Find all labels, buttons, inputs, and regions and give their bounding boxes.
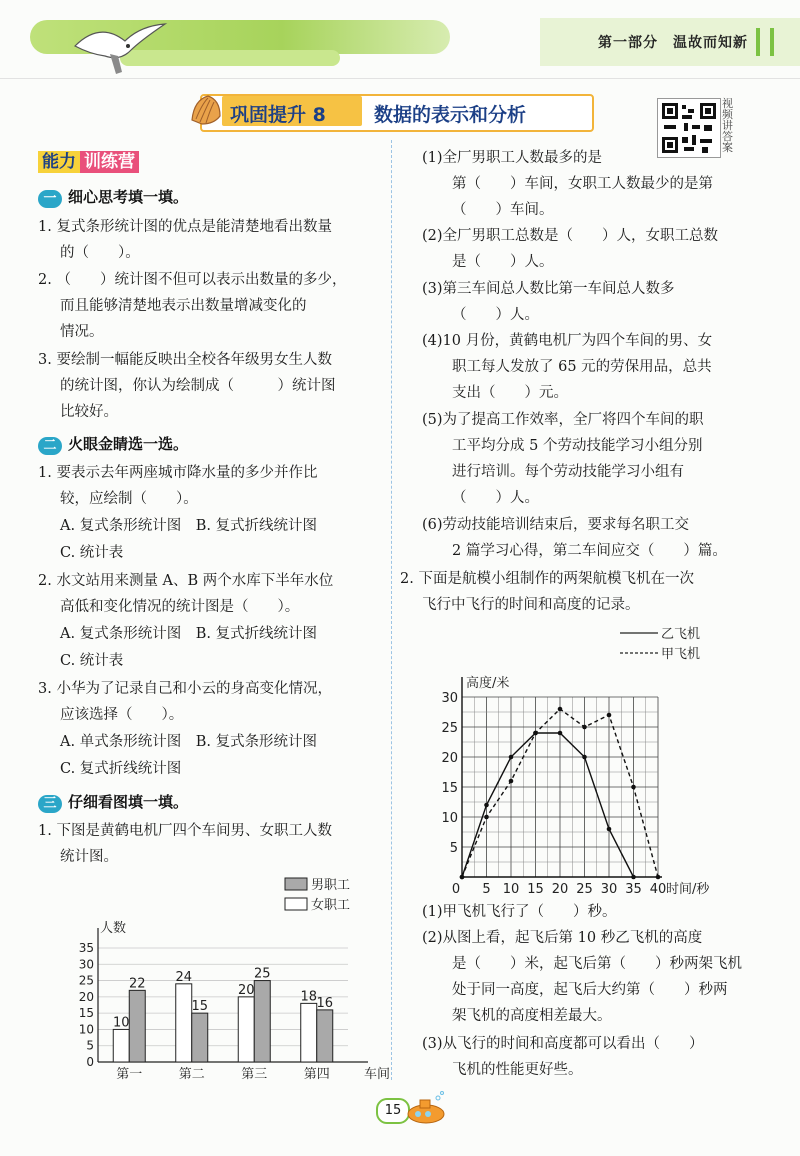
question-line: (3)从飞行的时间和高度都可以看出（ ）: [422, 1036, 704, 1052]
data-point: [509, 755, 514, 760]
choice-line: C. 统计表: [60, 653, 124, 669]
legend-label: 女职工: [311, 898, 351, 913]
header-divider: [0, 78, 800, 79]
y-tick-label: 0: [86, 1055, 94, 1069]
data-point: [509, 779, 514, 784]
bar-value-label: 20: [237, 982, 255, 998]
question-line: (6)劳动技能培训结束后，要求每名职工交: [422, 517, 690, 533]
bar: [317, 1010, 333, 1062]
x-tick-label: 20: [551, 882, 569, 897]
bar: [192, 1013, 208, 1062]
bar: [176, 984, 192, 1062]
question-line: 2 篇学习心得，第二车间应交（ ）篇。: [452, 543, 727, 559]
x-tick-label: 5: [482, 882, 491, 897]
section-2-number: 二: [38, 437, 62, 455]
line-chart: [420, 625, 740, 900]
section-2-label: 火眼金睛选一选。: [68, 435, 189, 453]
y-tick-label: 10: [441, 811, 458, 826]
data-point: [631, 875, 636, 880]
y-tick-label: 30: [441, 691, 458, 706]
legend-label: 甲飞机: [661, 647, 701, 662]
bar: [113, 1029, 129, 1062]
question-line: 2. 水文站用来测量 A、B 两个水库下半年水位: [38, 573, 334, 589]
category-label: 第三: [241, 1067, 268, 1082]
question-line: 架飞机的高度相差最大。: [452, 1008, 612, 1024]
choice-line: A. 复式条形统计图 B. 复式折线统计图: [60, 518, 318, 534]
x-tick-label: 25: [576, 882, 593, 897]
category-label: 第一: [116, 1067, 143, 1082]
y-tick-label: 30: [78, 957, 94, 972]
submarine-icon: [404, 1090, 448, 1128]
data-point: [558, 707, 563, 712]
section-3-heading: [38, 791, 188, 813]
question-line: 2. 下面是航模小组制作的两架航模飞机在一次: [400, 571, 694, 587]
x-axis-label: 时间/秒: [666, 882, 710, 897]
data-point: [656, 875, 661, 880]
question-line: 工平均分成 5 个劳动技能学习小组分别: [452, 438, 703, 454]
header-bracket-icon: [756, 28, 774, 56]
header-part-label: 第一部分 温故而知新: [598, 35, 748, 51]
question-line: 较，应绘制（ ）。: [60, 491, 198, 507]
x-tick-label: 10: [502, 882, 520, 897]
page-number: 15: [376, 1098, 410, 1124]
question-line: 职工每人发放了 65 元的劳保用品，总共: [452, 359, 712, 375]
question-line: 1. 复式条形统计图的优点是能清楚地看出数量: [38, 219, 332, 235]
y-tick-label: 15: [441, 781, 458, 796]
data-point: [607, 827, 612, 832]
category-label: 第四: [303, 1067, 330, 1082]
section-1-label: 细心思考填一填。: [68, 188, 189, 206]
bar-value-label: 24: [175, 969, 193, 985]
y-axis-label: 高度/米: [466, 676, 510, 691]
legend-swatch: [285, 898, 307, 910]
question-line: （ ）车间。: [452, 202, 554, 218]
bar-value-label: 25: [253, 966, 271, 982]
question-line: 比较好。: [60, 404, 118, 420]
question-line: 飞机的性能更好些。: [452, 1062, 583, 1078]
x-tick-label: 30: [600, 882, 618, 897]
choice-line: A. 单式条形统计图 B. 复式条形统计图: [60, 734, 318, 750]
bar-value-label: 10: [112, 1015, 130, 1031]
question-line: (4)10 月份，黄鹤电机厂为四个车间的男、女: [422, 333, 713, 349]
section-3-number: 三: [38, 795, 62, 813]
bar: [129, 990, 145, 1062]
qr-code[interactable]: [657, 98, 721, 158]
qr-label: 视频讲答案: [722, 97, 733, 154]
y-tick-label: 20: [78, 989, 94, 1004]
x-tick-label: 0: [451, 882, 461, 897]
y-tick-label: 25: [441, 721, 458, 736]
category-label: 第二: [178, 1067, 205, 1082]
question-line: 应该选择（ ）。: [60, 707, 184, 723]
question-line: (1)甲飞机飞行了（ ）秒。: [422, 904, 617, 920]
data-point: [484, 815, 489, 820]
question-line: 1. 下图是黄鹤电机厂四个车间男、女职工人数: [38, 823, 332, 839]
question-line: 高低和变化情况的统计图是（ ）。: [60, 599, 300, 615]
y-tick-label: 35: [78, 941, 94, 955]
data-point: [460, 875, 465, 880]
ability-label-a: 能力: [38, 151, 80, 173]
question-line: (3)第三车间总人数比第一车间总人数多: [422, 281, 675, 297]
y-axis-label: 人数: [100, 921, 127, 936]
ability-label-b: 训练营: [80, 151, 139, 173]
legend-label: 男职工: [311, 878, 351, 893]
bar-chart: [60, 870, 391, 1085]
y-tick-label: 15: [78, 1006, 94, 1021]
question-line: （ ）人。: [452, 490, 539, 506]
question-line: 的统计图，你认为绘制成（ ）统计图: [60, 378, 336, 394]
data-point: [582, 755, 587, 760]
data-point: [582, 725, 587, 730]
section-3-label: 仔细看图填一填。: [68, 793, 189, 811]
y-tick-label: 5: [86, 1038, 94, 1053]
shell-icon: [188, 92, 224, 128]
question-line: 支出（ ）元。: [452, 385, 568, 401]
question-line: 3. 要绘制一幅能反映出全校各年级男女生人数: [38, 352, 332, 368]
question-line: 统计图。: [60, 849, 118, 865]
bar-value-label: 16: [316, 995, 334, 1011]
x-axis-label: 车间: [364, 1067, 391, 1082]
question-line: 是（ ）人。: [452, 254, 554, 270]
y-tick-label: 5: [449, 841, 458, 856]
question-line: 1. 要表示去年两座城市降水量的多少并作比: [38, 465, 318, 481]
bar: [254, 981, 270, 1062]
data-point: [607, 713, 612, 718]
question-line: 的（ ）。: [60, 245, 140, 261]
title-topic: 数据的表示和分析: [374, 104, 527, 126]
bar-value-label: 18: [300, 989, 318, 1005]
section-1-number: 一: [38, 190, 62, 208]
question-line: （ ）人。: [452, 307, 539, 323]
choice-line: C. 复式折线统计图: [60, 761, 182, 777]
question-line: 第（ ）车间，女职工人数最少的是第: [452, 176, 713, 192]
question-line: 2. （ ）统计图不但可以表示出数量的多少，: [38, 272, 347, 288]
y-tick-label: 25: [78, 973, 94, 988]
question-line: (2)全厂男职工总数是（ ）人，女职工总数: [422, 228, 719, 244]
question-line: (1)全厂男职工人数最多的是: [422, 150, 603, 166]
section-1-heading: [38, 186, 188, 208]
x-tick-label: 35: [625, 882, 642, 897]
y-tick-label: 10: [78, 1022, 94, 1037]
data-point: [631, 785, 636, 790]
question-line: 3. 小华为了记录自己和小云的身高变化情况，: [38, 681, 332, 697]
bar: [301, 1003, 317, 1062]
question-line: 情况。: [60, 324, 104, 340]
question-line: 进行培训。每个劳动技能学习小组有: [452, 464, 684, 480]
choice-line: C. 统计表: [60, 545, 124, 561]
x-tick-label: 15: [527, 882, 544, 897]
data-point: [533, 731, 538, 736]
section-2-heading: [38, 433, 188, 455]
question-line: 是（ ）米，起飞后第（ ）秒两架飞机: [452, 956, 742, 972]
question-line: 处于同一高度，起飞后大约第（ ）秒两: [452, 982, 728, 998]
ability-label: [38, 147, 139, 173]
x-tick-label: 40: [649, 882, 667, 897]
bar: [238, 997, 254, 1062]
column-divider: [391, 140, 392, 1080]
seagull-icon: [70, 16, 170, 80]
question-line: (2)从图上看，起飞后第 10 秒乙飞机的高度: [422, 930, 703, 946]
bar-value-label: 15: [191, 999, 209, 1015]
legend-swatch: [285, 878, 307, 890]
question-line: 而且能够清楚地表示出数量增减变化的: [60, 298, 307, 314]
choice-line: A. 复式条形统计图 B. 复式折线统计图: [60, 626, 318, 642]
question-line: 飞行中飞行的时间和高度的记录。: [422, 597, 640, 613]
data-point: [558, 731, 563, 736]
legend-label: 乙飞机: [661, 627, 701, 642]
bar-value-label: 22: [128, 976, 146, 992]
title-lesson: 巩固提升 8: [230, 104, 326, 126]
question-line: (5)为了提高工作效率，全厂将四个车间的职: [422, 412, 704, 428]
y-tick-label: 20: [441, 751, 458, 766]
data-point: [484, 803, 489, 808]
